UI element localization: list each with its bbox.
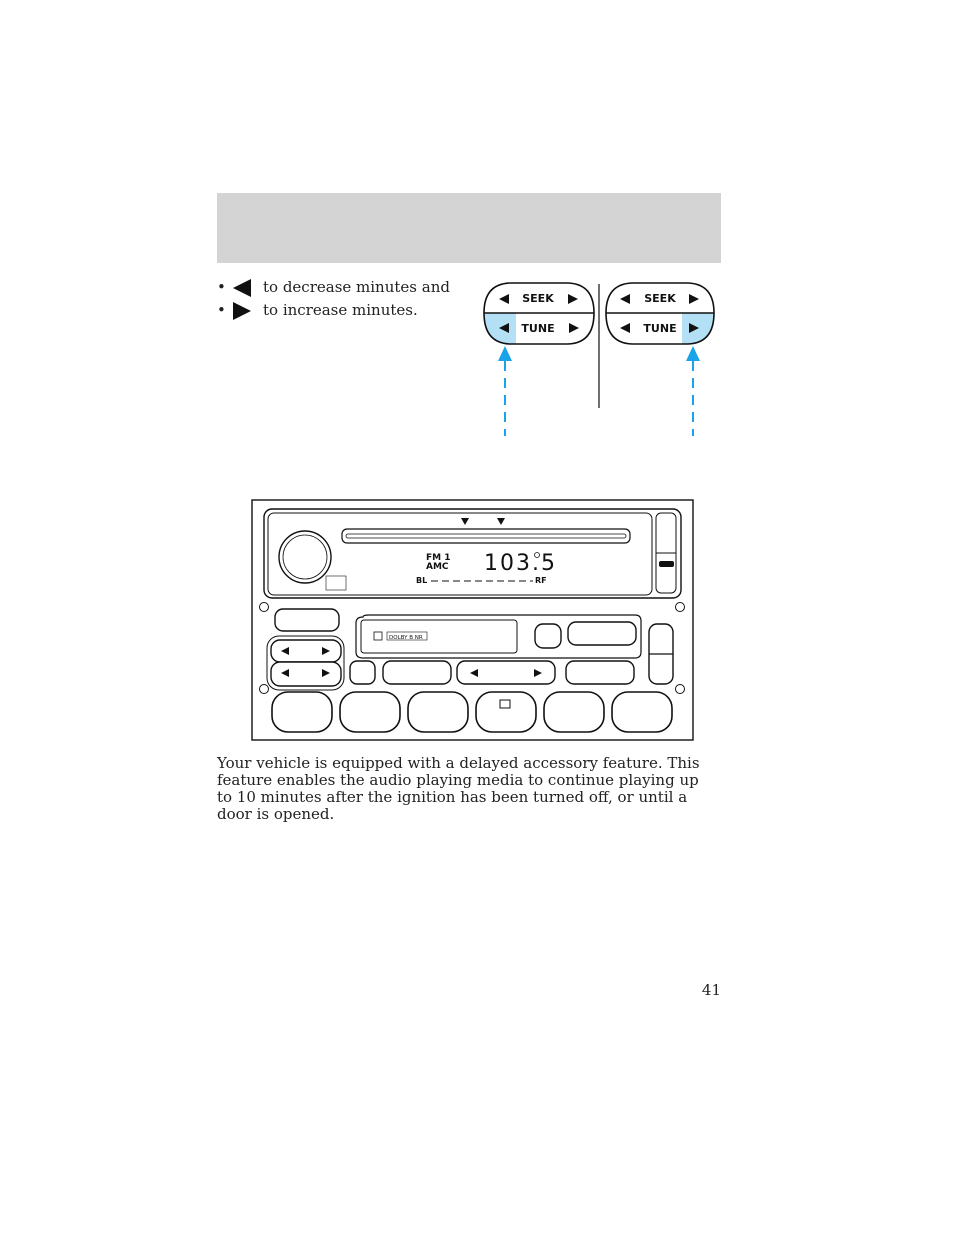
section-header-band	[217, 193, 721, 263]
bullet-list	[217, 276, 450, 322]
preset-button-5[interactable]	[544, 692, 604, 732]
seek-tune-panel-left	[484, 283, 594, 344]
left-arrow-icon	[233, 279, 251, 297]
callout-arrow-right	[686, 346, 700, 436]
bullet-text: to decrease minutes and	[263, 278, 450, 296]
seek-label: SEEK	[644, 292, 676, 305]
volume-knob[interactable]	[279, 531, 331, 583]
seek-left-arrow-icon[interactable]	[620, 294, 630, 304]
seek-left-arrow-icon[interactable]	[499, 294, 509, 304]
body-paragraph: Your vehicle is equipped with a delayed accessory feature. This feature enables the audio playing media to continue playing up to 10 minutes after the ignition has been turned off, or until a door is opened.	[217, 754, 700, 823]
balance-left-label: BL	[416, 576, 428, 585]
amc-indicator: AMC	[426, 562, 449, 572]
seek-right-arrow-icon[interactable]	[689, 294, 699, 304]
tune-label: TUNE	[521, 322, 555, 335]
bullet-item-increase: • to increase minutes.	[217, 299, 450, 322]
tune-label: TUNE	[643, 322, 677, 335]
seek-label: SEEK	[522, 292, 554, 305]
tune-button[interactable]	[271, 662, 341, 686]
tune-left-arrow-icon[interactable]	[620, 323, 630, 333]
bullet-item-decrease: • to decrease minutes and	[217, 276, 450, 299]
preset-button-6[interactable]	[612, 692, 672, 732]
callout-arrow-left	[498, 346, 512, 436]
seek-tune-diagram	[480, 280, 720, 440]
bullet-text: to increase minutes.	[263, 301, 418, 319]
small-button[interactable]	[350, 661, 375, 684]
preset-button-2[interactable]	[340, 692, 400, 732]
preset-button-1[interactable]	[272, 692, 332, 732]
load-button[interactable]	[275, 609, 339, 631]
page-number: 41	[701, 981, 721, 999]
seek-right-arrow-icon[interactable]	[568, 294, 578, 304]
clock-button[interactable]	[383, 661, 451, 684]
tape-button[interactable]	[568, 622, 636, 645]
preset-button-4[interactable]	[476, 692, 536, 732]
radio-faceplate	[251, 499, 694, 741]
seek-tune-panel-right	[606, 283, 714, 344]
right-arrow-icon	[233, 302, 251, 320]
frequency-display: 103.5	[484, 551, 557, 576]
balance-right-label: RF	[535, 576, 547, 585]
dolby-label: DOLBY B NR	[389, 635, 423, 641]
band-indicator: FM 1	[426, 553, 451, 563]
cd-slot[interactable]	[342, 529, 630, 543]
phone-icon[interactable]	[659, 561, 674, 567]
side-button[interactable]	[566, 661, 634, 684]
eject-button[interactable]	[535, 624, 561, 648]
preset-button-3[interactable]	[408, 692, 468, 732]
